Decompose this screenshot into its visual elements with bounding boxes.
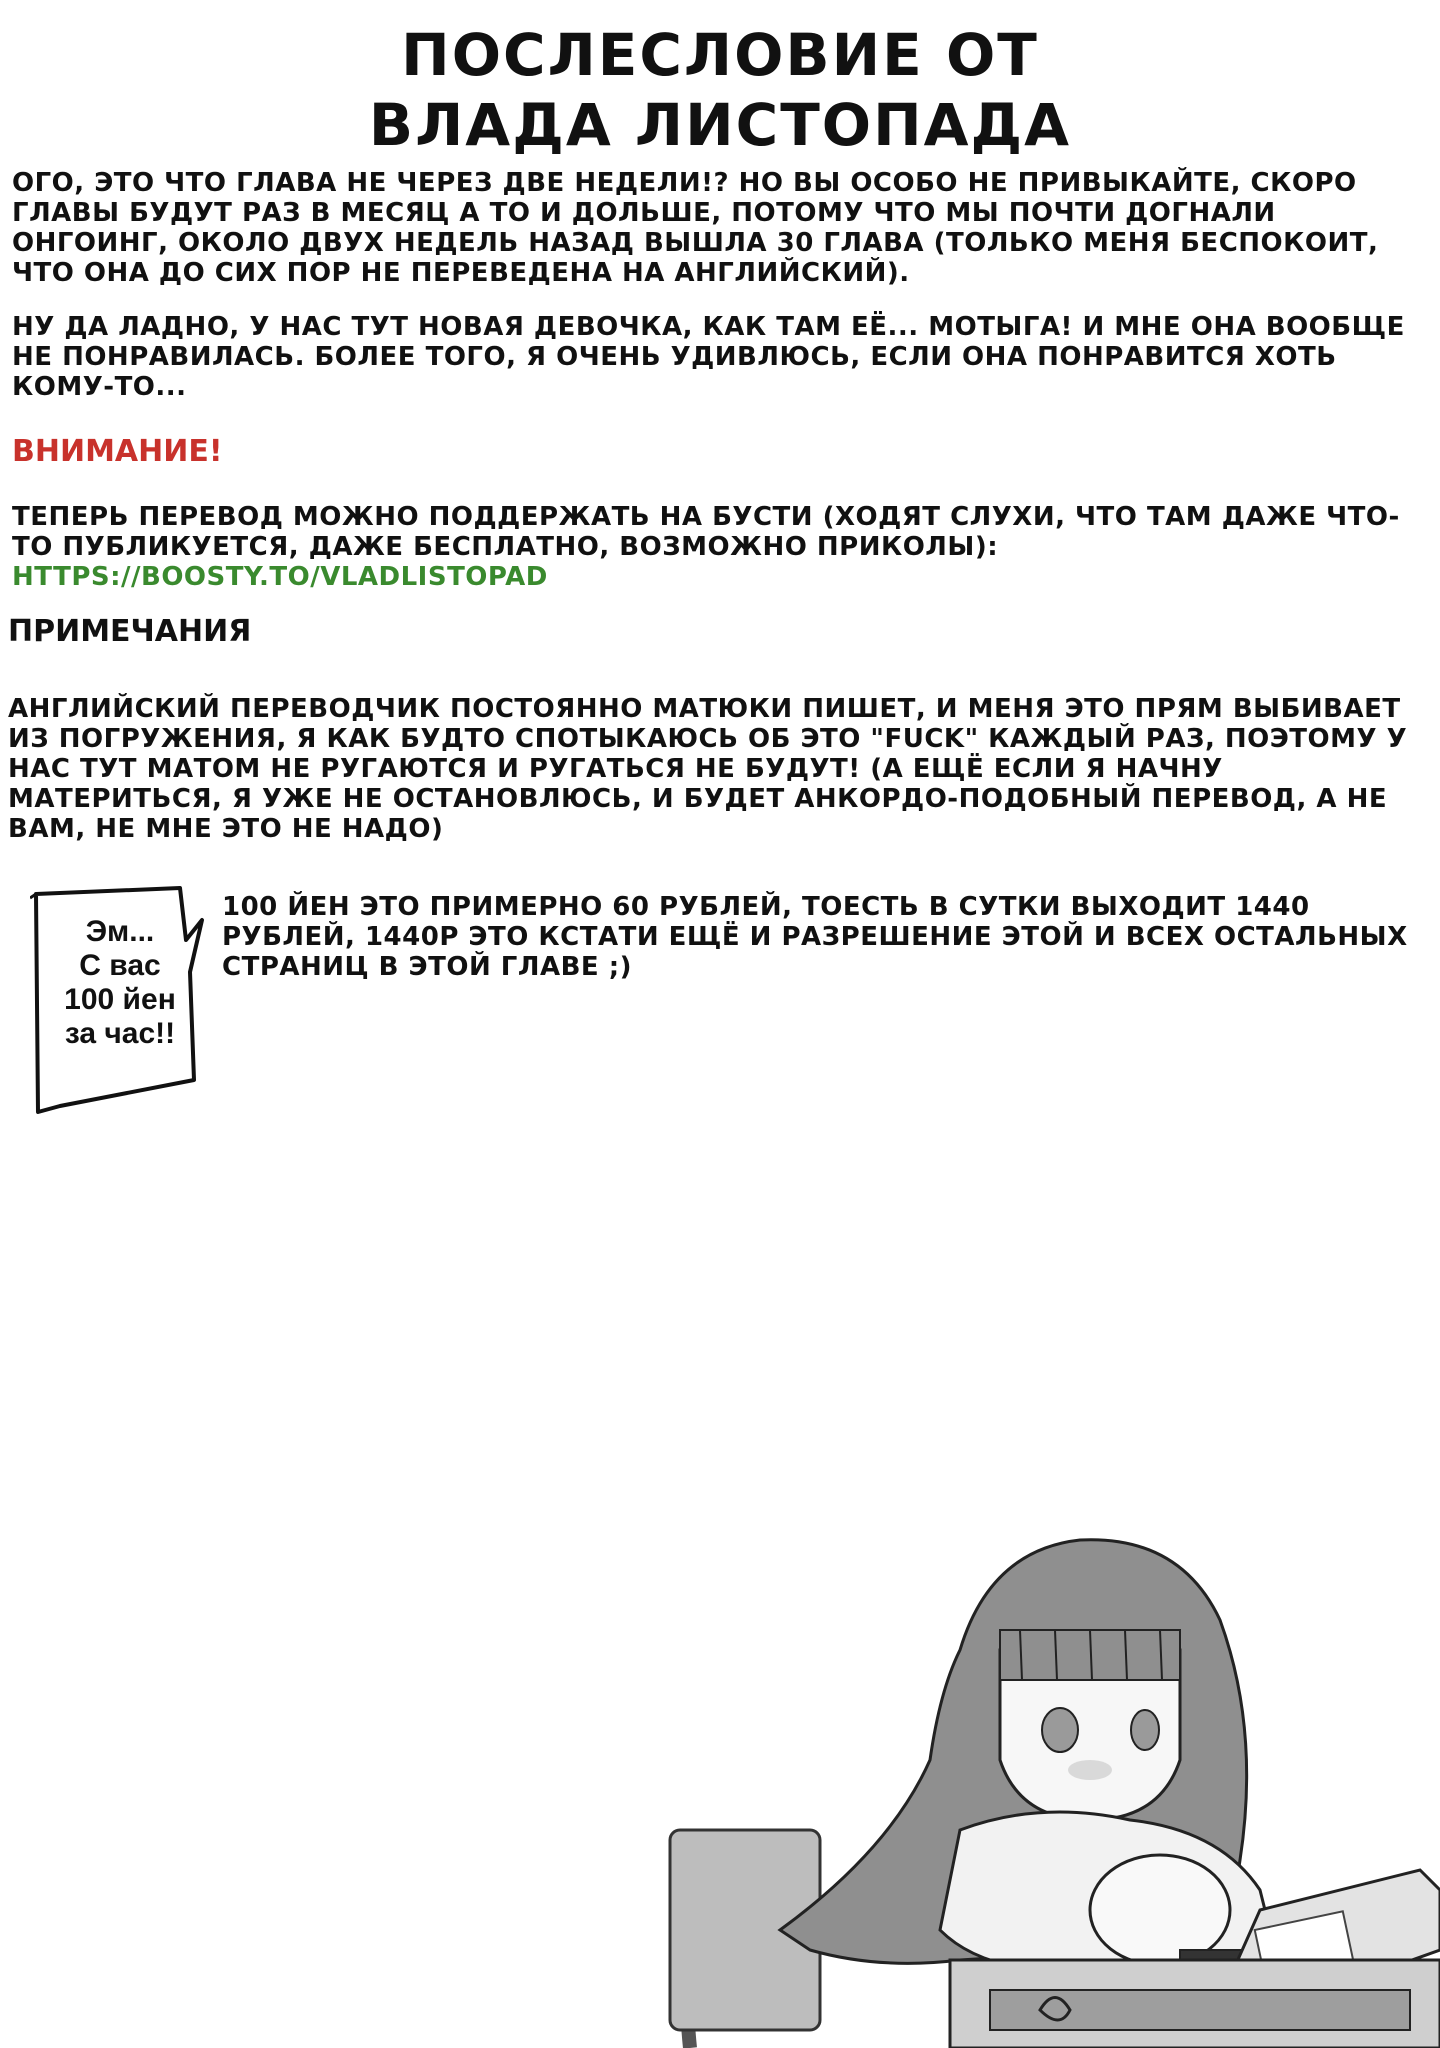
paragraph-notes: АНГЛИЙСКИЙ ПЕРЕВОДЧИК ПОСТОЯННО МАТЮКИ ПИШЕТ, И МЕНЯ ЭТО ПРЯМ ВЫБИВАЕТ ИЗ ПОГРУЖЕНИЯ, Я КАК БУДТО СПОТЫКАЮСЬ ОБ ЭТО "FUCK" КАЖДЫЙ РАЗ, ПОЭТОМУ У НАС ТУТ МАТОМ НЕ РУГАЮТСЯ И РУГАТЬСЯ НЕ БУДУТ! (А ЕЩЁ ЕСЛИ Я НАЧНУ МАТЕРИТЬСЯ, Я УЖЕ НЕ ОСТАНОВЛЮСЬ, И БУДЕТ АНКОРДО-ПОДОБНЫЙ ПЕРЕВОД, А НЕ ВАМ, НЕ МНЕ ЭТО НЕ НАДО)	[8, 694, 1408, 844]
title-line-1: ПОСЛЕСЛОВИЕ ОТ	[401, 21, 1039, 89]
paragraph-chapter-news: ОГО, ЭТО ЧТО ГЛАВА НЕ ЧЕРЕЗ ДВЕ НЕДЕЛИ!? НО ВЫ ОСОБО НЕ ПРИВЫКАЙТЕ, СКОРО ГЛАВЫ БУДУТ РАЗ В МЕСЯЦ А ТО И ДОЛЬШЕ, ПОТОМУ ЧТО МЫ ПОЧТИ ДОГНАЛИ ОНГОИНГ, ОКОЛО ДВУХ НЕДЕЛЬ НАЗАД ВЫШЛА 30 ГЛАВА (ТОЛЬКО МЕНЯ БЕСПОКОИТ, ЧТО ОНА ДО СИХ ПОР НЕ ПЕРЕВЕДЕНА НА АНГЛИЙСКИЙ).	[12, 168, 1379, 288]
paragraph-new-girl: НУ ДА ЛАДНО, У НАС ТУТ НОВАЯ ДЕВОЧКА, КАК ТАМ ЕЁ... МОТЫГА! И МНЕ ОНА ВООБЩЕ НЕ ПОНРАВИЛАСЬ. БОЛЕЕ ТОГО, Я ОЧЕНЬ УДИВЛЮСЬ, ЕСЛИ ОНА ПОНРАВИТСЯ ХОТЬ КОМУ-ТО...	[12, 312, 1405, 402]
page-title	[0, 20, 1440, 160]
girl-at-desk-illustration	[660, 1530, 1440, 2048]
bubble-line-3: 100 йен	[64, 983, 176, 1016]
paragraph-yen-note: 100 ЙЕН ЭТО ПРИМЕРНО 60 РУБЛЕЙ, ТОЕСТЬ В СУТКИ ВЫХОДИТ 1440 РУБЛЕЙ, 1440Р ЭТО КСТАТИ ЕЩЁ И РАЗРЕШЕНИЕ ЭТОЙ И ВСЕХ ОСТАЛЬНЫХ СТРАНИЦ В ЭТОЙ ГЛАВЕ ;)	[222, 892, 1408, 982]
bubble-line-4: за час!!	[64, 1017, 176, 1050]
bubble-line-1: Эм...	[85, 915, 155, 948]
warning-heading: ВНИМАНИЕ!	[12, 434, 223, 469]
paragraph-support: ТЕПЕРЬ ПЕРЕВОД МОЖНО ПОДДЕРЖАТЬ НА БУСТИ (ХОДЯТ СЛУХИ, ЧТО ТАМ ДАЖЕ ЧТО-ТО ПУБЛИКУЕТСЯ, ДАЖЕ БЕСПЛАТНО, ВОЗМОЖНО ПРИКОЛЫ):	[12, 502, 1400, 562]
notes-heading: ПРИМЕЧАНИЯ	[8, 614, 252, 649]
speech-bubble-text	[30, 915, 210, 1051]
boosty-link[interactable]: HTTPS://BOOSTY.TO/VLADLISTOPAD	[12, 562, 548, 592]
title-line-2: ВЛАДА ЛИСТОПАДА	[368, 91, 1072, 159]
bubble-line-2: С вас	[79, 949, 161, 982]
